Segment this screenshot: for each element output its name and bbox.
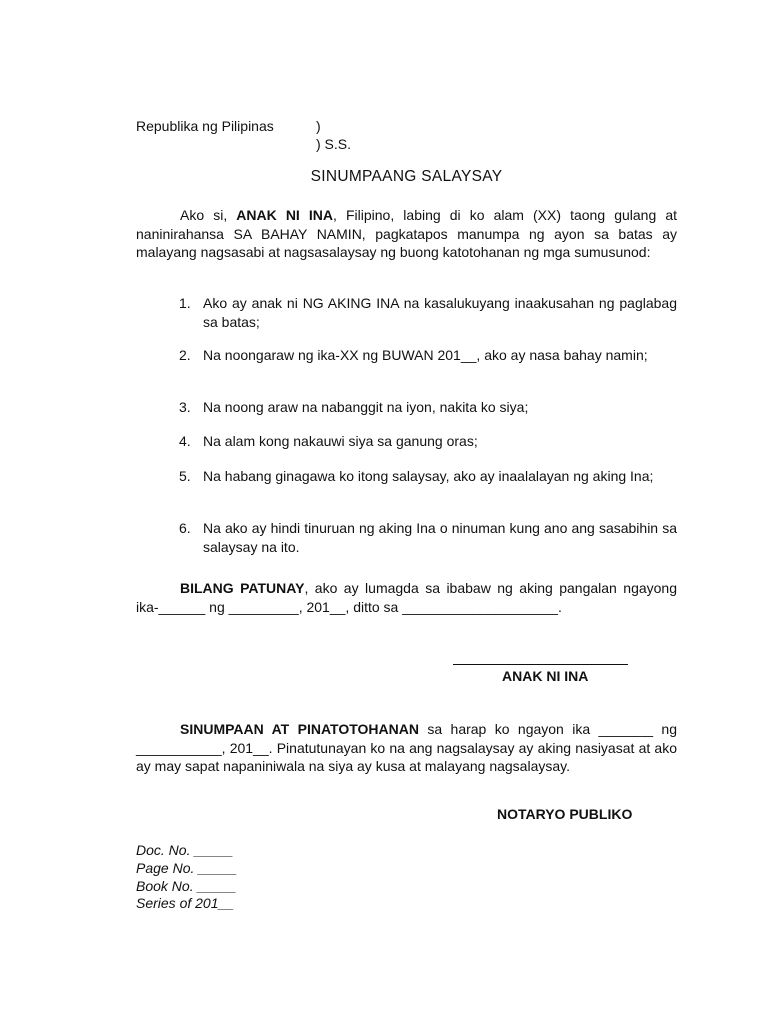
- list-item-text: Na noongaraw ng ika-XX ng BUWAN 201__, ako ay nasa bahay namin;: [203, 347, 648, 363]
- signature-line: [453, 664, 628, 665]
- list-item-text: Ako ay anak ni NG AKING INA na kasalukuyang inaakusahan ng paglabag sa batas;: [203, 295, 677, 330]
- patunay-rest: , ako ay lumagda sa ibabaw ng aking pangalan ngayong ika-______ ng _________, 201__, ditto sa ____________________.: [136, 580, 678, 615]
- notary-clause: [136, 720, 677, 776]
- list-item-text: Na alam kong nakauwi siya sa ganung oras;: [203, 433, 478, 449]
- list-item: [179, 346, 677, 365]
- list-item-number: 3.: [179, 399, 191, 415]
- list-item: [179, 467, 677, 486]
- doc-number: Doc. No. _____: [136, 842, 234, 858]
- list-item-number: 1.: [179, 295, 191, 311]
- list-item-text: Na habang ginagawa ko itong salaysay, ako ay inaalalayan ng aking Ina;: [203, 468, 654, 484]
- republic-label: Republika ng Pilipinas: [136, 118, 274, 134]
- list-item-number: 6.: [179, 520, 191, 536]
- list-item-text: Na noong araw na nabanggit na iyon, nakita ko siya;: [203, 399, 529, 415]
- notary-clause-rest: sa harap ko ngayon ika _______ ng ___________, 201__. Pinatutunayan ko na ang nagsalaysay ay aking nasiyasat at ako ay may sapat napaniniwala na siya ay kusa at malayang nagsalaysay.: [136, 721, 677, 775]
- list-item-number: 2.: [179, 347, 191, 363]
- list-item-number: 4.: [179, 433, 191, 449]
- patunay-bold: BILANG PATUNAY: [180, 580, 305, 596]
- signatory-name: ANAK NI INA: [502, 668, 589, 684]
- intro-rest: , Filipino, labing di ko alam (XX) taong gulang at naninirahansa SA BAHAY NAMIN, pagkatapos manumpa ng ayon sa batas ay malayang nagsasabi at nagsasalaysay ng buong katotohanan ng mga sumusunod:: [136, 207, 678, 261]
- header-paren: ): [316, 118, 321, 134]
- intro-paragraph: [136, 206, 677, 262]
- document-title: SINUMPAANG SALAYSAY: [310, 168, 503, 185]
- list-item-number: 5.: [179, 468, 191, 484]
- ss-label: ) S.S.: [316, 136, 352, 152]
- book-number: Book No. _____: [136, 878, 237, 894]
- affiant-name: ANAK NI INA: [236, 207, 334, 223]
- list-item: [179, 519, 677, 556]
- list-item: [179, 398, 677, 417]
- intro-pre: Ako si,: [180, 207, 237, 223]
- page-number: Page No. _____: [136, 860, 238, 876]
- series-year: Series of 201__: [136, 895, 235, 911]
- patunay-paragraph: [136, 579, 677, 616]
- list-item: [179, 294, 677, 331]
- list-item-text: Na ako ay hindi tinuruan ng aking Ina o ninuman kung ano ang sasabihin sa salaysay na ito.: [203, 520, 677, 555]
- notary-label: NOTARYO PUBLIKO: [497, 806, 633, 822]
- notary-clause-bold: SINUMPAAN AT PINATOTOHANAN: [180, 721, 419, 737]
- list-item: [179, 432, 677, 451]
